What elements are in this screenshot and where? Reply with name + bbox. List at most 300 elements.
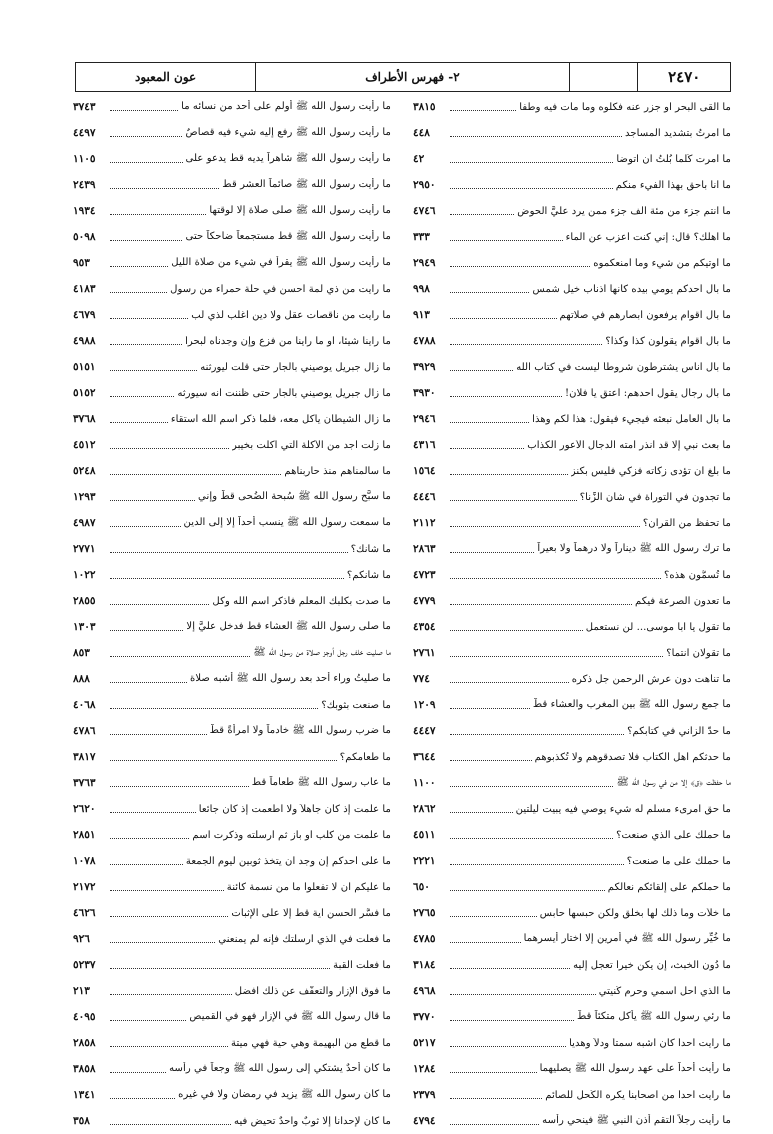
entry-number: ٨٥٣: [73, 647, 90, 659]
index-title: ٢- فهرس الأطراف: [256, 63, 570, 91]
leader-dots: [110, 344, 182, 345]
entry-text: ما رأيت رسول الله ﷺ صلى صلاة إلا لوقتها: [209, 204, 391, 216]
entry-text: ما رأيت رسول الله ﷺ يقرأ في شيء من صلاة الليل: [171, 256, 391, 268]
leader-dots: [110, 656, 250, 657]
entry-text: ما رأيت من ناقصات عقل ولا دين أغلب لذي لُب: [191, 309, 391, 321]
leader-dots: [110, 890, 224, 891]
entry-number: ٤٢: [413, 153, 425, 165]
leader-dots: [110, 786, 249, 787]
leader-dots: [450, 630, 583, 631]
entry-text: ما ضرب رسول الله ﷺ خادماً ولا امرأةً قطُّ: [209, 724, 391, 736]
index-entry: [73, 822, 391, 848]
leader-dots: [110, 110, 178, 111]
leader-dots: [450, 318, 557, 319]
leader-dots: [450, 890, 605, 891]
entry-number: ٢٩٥٠: [413, 179, 436, 191]
entry-number: ١١٠٥: [73, 153, 96, 165]
index-entry: [73, 1108, 391, 1134]
entry-text: ما تُسمُّون هذه؟: [663, 569, 731, 581]
entry-text: ما تحفظ من القرآن؟: [642, 517, 731, 529]
leader-dots: [450, 422, 529, 423]
entry-text: ما أنتم جزء من مئة ألف جزء ممن يرد عليَّ الحوض: [517, 205, 731, 217]
index-entry: [413, 822, 731, 848]
entry-text: ما رأينا شيئاً، أو ما رأينا من فزع وإن وجدناه لبحراً: [185, 335, 391, 347]
entry-text: ما تقول يا أبا موسى... لن نستعمل: [585, 621, 731, 633]
entry-number: ٣٧٦٣: [73, 777, 96, 789]
entry-number: ٨٨٨: [73, 673, 90, 685]
index-entry: [73, 562, 391, 588]
leader-dots: [110, 266, 168, 267]
index-entry: [73, 614, 391, 640]
entry-text: ما حدُّ الزاني في كتابكم؟: [627, 725, 731, 737]
entry-number: ٣٩٢٩: [413, 361, 436, 373]
leader-dots: [450, 500, 577, 501]
leader-dots: [110, 136, 182, 137]
entry-number: ٤٧٨٥: [413, 933, 436, 945]
entry-text: ما بال العامل نبعثه فيجيء فيقول: هذا لكم وهذا: [532, 413, 731, 425]
entry-number: ٢٤٣٩: [73, 179, 96, 191]
entry-number: ٥٢٣٧: [73, 959, 96, 971]
entry-text: ما قطع من البهيمة وهي حية فهي ميتة: [231, 1037, 391, 1049]
index-entry: [413, 302, 731, 328]
entry-number: ٣٨١٥: [413, 101, 436, 113]
index-entry: [413, 640, 731, 666]
entry-number: ٥٠٩٨: [73, 231, 96, 243]
entry-text: ما كان رسول الله ﷺ يزيد في رمضان ولا في غيره: [178, 1088, 391, 1100]
index-entry: [73, 276, 391, 302]
index-entry: [73, 1056, 391, 1082]
leader-dots: [450, 968, 570, 969]
entry-text: ما كان لإحدانا إلا ثوبٌ واحدٌ تحيض فيه: [234, 1115, 391, 1127]
entry-number: ٤٧٧٩: [413, 595, 436, 607]
entry-number: ٢٢٢١: [413, 855, 436, 867]
index-entry: [73, 796, 391, 822]
entry-number: ٤٣٥٤: [413, 621, 436, 633]
index-entry: [73, 536, 391, 562]
leader-dots: [450, 916, 537, 917]
entry-text: ما تعدون الصرعة فيكم: [634, 595, 731, 607]
entry-text: ما رأيت رسول الله ﷺ رفع إليه شيء فيه قصاصٌ: [185, 126, 391, 138]
leader-dots: [450, 292, 529, 293]
index-entry: [413, 744, 731, 770]
index-entry: [413, 1108, 731, 1134]
leader-dots: [450, 838, 613, 839]
entry-text: ما دُون الخبث، إن يكن خيراً تعجل إليه: [573, 959, 731, 971]
entry-text: ما رأيت رسول الله ﷺ قط مستجمعاً ضاحكاً حتى: [185, 230, 391, 242]
index-entry: [73, 666, 391, 692]
index-entry: [73, 354, 391, 380]
leader-dots: [110, 916, 228, 917]
entry-number: ٣٣٣: [413, 231, 430, 243]
entry-text: ما بال أقوام يقولون كذا وكذا؟: [605, 335, 731, 347]
index-entry: [413, 848, 731, 874]
leader-dots: [110, 240, 182, 241]
index-entry: [413, 536, 731, 562]
entry-text: ما طعامكم؟: [339, 751, 391, 763]
entry-text: ما الذي أحل اسمي وحرم كُنيتي: [598, 985, 731, 997]
index-entry: [73, 120, 391, 146]
leader-dots: [110, 188, 219, 189]
index-entry: [413, 926, 731, 952]
entry-number: ١٠٢٢: [73, 569, 96, 581]
entry-number: ٢٨٥٥: [73, 595, 96, 607]
index-entry: [413, 1030, 731, 1056]
leader-dots: [450, 734, 624, 735]
leader-dots: [450, 552, 534, 553]
leader-dots: [110, 682, 187, 683]
index-entry: [73, 1030, 391, 1056]
entry-text: ما أوتيكم من شيء وما أمنعكموه: [593, 257, 731, 269]
entry-number: ٣٥٨: [73, 1115, 90, 1127]
entry-number: ٤٧٨٨: [413, 335, 436, 347]
index-entry: [73, 848, 391, 874]
entry-text: ما تناهت دون عرش الرحمن جل ذكره: [571, 673, 731, 685]
index-entry: [413, 1082, 731, 1108]
leader-dots: [110, 370, 197, 371]
entry-number: ٢٧٦١: [413, 647, 436, 659]
right-column: [413, 94, 731, 1134]
leader-dots: [110, 760, 337, 761]
entry-number: ٣٦٤٤: [413, 751, 436, 763]
entry-number: ٤٧٢٣: [413, 569, 436, 581]
entry-text: ما أُمرت كُلَّما بُلْتُ أن أتوضأ: [616, 153, 731, 165]
index-entry: [413, 874, 731, 900]
entry-number: ٢٧٧١: [73, 543, 96, 555]
leader-dots: [450, 110, 516, 111]
index-entry: [73, 978, 391, 1004]
leader-dots: [110, 968, 330, 969]
leader-dots: [110, 734, 207, 735]
index-entry: [413, 458, 731, 484]
leader-dots: [110, 864, 183, 865]
entry-text: ما على أحدكم إن وجد أن يتخذ ثوبين ليوم الجمعة: [185, 855, 391, 867]
index-entry: [413, 1004, 731, 1030]
entry-text: ما رأيت رجلاً التقم أذن النبي ﷺ فينحي رأسه: [542, 1114, 731, 1126]
entry-number: ٤٤٨: [413, 127, 430, 139]
entry-text: ما رئي رسول الله ﷺ يأكل متكئاً قطُّ: [576, 1010, 731, 1022]
entry-text: ما زال الشيطان يأكل معه، فلما ذكر اسم الله استقاء: [170, 413, 391, 425]
entry-text: ما عاب رسول الله ﷺ طعاماً قط: [251, 776, 391, 788]
leader-dots: [450, 1072, 537, 1073]
entry-number: ٤٩٨٨: [73, 335, 96, 347]
entry-text: ما فعلت في الذي أرسلتك فإنه لم يمنعني: [218, 933, 391, 945]
index-entry: [413, 276, 731, 302]
index-entry: [73, 640, 391, 666]
leader-dots: [450, 1124, 539, 1125]
entry-number: ٩١٣: [413, 309, 430, 321]
index-entry: [73, 770, 391, 796]
entry-number: ٤٠٩٥: [73, 1011, 96, 1023]
entry-text: ما أُمرتُ بتشديد المساجد: [625, 127, 731, 139]
leader-dots: [450, 474, 568, 475]
entry-number: ٣١٨٤: [413, 959, 436, 971]
entry-text: ما صليت خلف رجل أوجز صلاة من رسول الله ﷺ: [253, 646, 391, 658]
entry-number: ١٢٩٣: [73, 491, 96, 503]
leader-dots: [110, 396, 174, 397]
entry-number: ٣٧٦٨: [73, 413, 96, 425]
leader-dots: [450, 682, 569, 683]
leader-dots: [110, 1020, 186, 1021]
leader-dots: [110, 1072, 166, 1073]
page-number: ٢٤٧٠: [668, 68, 701, 86]
index-entry: [73, 718, 391, 744]
entry-number: ٥١٥٢: [73, 387, 96, 399]
entry-text: ما عليكم أن لا تفعلوا ما من نسمة كائنة: [226, 881, 391, 893]
entry-number: ٣٧٧٠: [413, 1011, 436, 1023]
entry-text: ما حملك على الذي صنعت؟: [616, 829, 731, 841]
entry-text: ما ألقى البحر أو جزر عنه فكلوه وما مات فيه وطفا: [519, 101, 731, 113]
entry-text: ما كان أحدٌ يشتكي إلى رسول الله ﷺ وجعاً في رأسه: [169, 1062, 391, 1074]
index-entry: [73, 458, 391, 484]
index-entry: [413, 900, 731, 926]
entry-number: ٤٤٩٧: [73, 127, 96, 139]
entry-number: ٧٧٤: [413, 673, 430, 685]
leader-dots: [110, 1046, 228, 1047]
leader-dots: [450, 344, 602, 345]
entry-text: ما تجدون في التوراة في شأن الزِّنا؟: [579, 491, 731, 503]
leader-dots: [110, 526, 181, 527]
leader-dots: [450, 188, 613, 189]
entry-text: ما بال أناس يشترطون شروطاً ليست في كتاب الله: [516, 361, 731, 373]
entry-text: ما فسَّر الحسن آية قطُّ إلا على الإثبات: [231, 907, 391, 919]
entry-number: ٤٥١١: [413, 829, 436, 841]
leader-dots: [450, 136, 622, 137]
index-entry: [73, 146, 391, 172]
leader-dots: [110, 500, 195, 501]
entry-text: ما بعث نبي إلا قد أنذر أمته الدجال الأعور الكذاب: [527, 439, 731, 451]
index-entry: [73, 874, 391, 900]
entry-number: ١٢٨٤: [413, 1063, 436, 1075]
entry-number: ٣٨٥٨: [73, 1063, 96, 1075]
leader-dots: [450, 162, 613, 163]
entry-text: ما حق امرىء مسلم له شيء يوصي فيه يبيت ليلتين: [515, 803, 731, 815]
entry-number: ٤٤٤٦: [413, 491, 436, 503]
entry-number: ٢٧٦٥: [413, 907, 436, 919]
index-entry: [413, 406, 731, 432]
index-entry: [413, 1056, 731, 1082]
leader-dots: [450, 708, 530, 709]
entry-number: ٢٣٧٩: [413, 1089, 436, 1101]
index-entry: [413, 484, 731, 510]
index-entry: [413, 510, 731, 536]
entry-text: ما فوق الإزار والتعفُّف عن ذلك أفضل: [234, 985, 391, 997]
leader-dots: [110, 942, 215, 943]
entry-number: ٢١٣: [73, 985, 90, 997]
entry-text: ما علمت إذ كان جاهلاً ولا أطعمت إذ كان جائعاً: [198, 803, 391, 815]
entry-number: ٦٥٠: [413, 881, 430, 893]
entry-number: ٢٩٤٩: [413, 257, 436, 269]
index-entry: [73, 302, 391, 328]
index-entry: [413, 354, 731, 380]
index-entry: [413, 94, 731, 120]
entry-text: ما رأيت أحداً من أصحابنا يكره الكُحل للصائم: [545, 1089, 731, 1101]
entry-number: ٤٠٦٨: [73, 699, 96, 711]
entry-text: ما سبَّح رسول الله ﷺ سُبحة الضُحى قطُّ وإني: [198, 490, 391, 502]
entry-text: ما قال رسول الله ﷺ في الإزار فهو في القميص: [189, 1010, 391, 1022]
index-entry: [413, 198, 731, 224]
entry-number: ١٠٧٨: [73, 855, 96, 867]
entry-number: ٤٦٢٦: [73, 907, 96, 919]
entry-number: ٩٢٦: [73, 933, 90, 945]
leader-dots: [450, 370, 513, 371]
index-entry: [73, 588, 391, 614]
entry-number: ٤٣١٦: [413, 439, 436, 451]
entry-text: ما خُيِّر رسول الله ﷺ في أمرين إلا اختار أيسرهما: [523, 932, 731, 944]
entry-number: ٢٨٥١: [73, 829, 96, 841]
leader-dots: [110, 422, 168, 423]
index-entry: [413, 328, 731, 354]
entry-number: ٢٩٤٦: [413, 413, 436, 425]
entry-number: ٤٩٦٨: [413, 985, 436, 997]
index-entry: [73, 952, 391, 978]
leader-dots: [110, 630, 183, 631]
leader-dots: [110, 838, 189, 839]
entry-number: ٥٢١٧: [413, 1037, 436, 1049]
entry-text: ما رأيت من ذي لمة أحسن في حلة حمراء من رسول: [170, 283, 391, 295]
leader-dots: [110, 474, 281, 475]
entry-text: ما بال رجال يقول أحدهم: أعتق يا فلان!: [565, 387, 731, 399]
entry-number: ٤١٨٣: [73, 283, 96, 295]
leader-dots: [450, 214, 514, 215]
entry-number: ٤٥١٢: [73, 439, 96, 451]
entry-number: ١١٠٠: [413, 777, 436, 789]
entry-number: ٥١٥١: [73, 361, 96, 373]
index-entry: [413, 120, 731, 146]
entry-number: ٢١١٢: [413, 517, 436, 529]
entry-text: ما سمعت رسول الله ﷺ ينسب أحداً إلا إلى الدين: [183, 516, 391, 528]
index-entry: [73, 900, 391, 926]
entry-text: ما رأيت رسول الله ﷺ أولم على أحد من نسائه ما: [181, 100, 391, 112]
entry-number: ١٩٣٤: [73, 205, 96, 217]
index-entry: [413, 666, 731, 692]
entry-text: ما علمت من كلب أو باز ثم أرسلته وذكرت اسم: [192, 829, 391, 841]
entry-number: ٢٨٥٨: [73, 1037, 96, 1049]
leader-dots: [110, 708, 318, 709]
index-entry: [73, 484, 391, 510]
entry-number: ٣٩٣٠: [413, 387, 436, 399]
leader-dots: [450, 994, 596, 995]
leader-dots: [110, 1098, 175, 1099]
index-entry: [73, 94, 391, 120]
header-spacer: [570, 63, 639, 91]
index-entry: [413, 614, 731, 640]
index-entry: [413, 692, 731, 718]
leader-dots: [450, 396, 562, 397]
index-entry: [73, 250, 391, 276]
index-entry: [73, 692, 391, 718]
entry-number: ٣٧٤٣: [73, 101, 96, 113]
index-entry: [413, 978, 731, 1004]
index-entry: [73, 1082, 391, 1108]
index-entry: [413, 562, 731, 588]
entry-number: ١٣٠٣: [73, 621, 96, 633]
book-title: عون المعبود: [76, 63, 256, 91]
leader-dots: [450, 526, 640, 527]
entry-text: ما رأيت رسول الله ﷺ شاهراً يديه قط يدعو على: [185, 152, 391, 164]
leader-dots: [450, 864, 624, 865]
entry-text: ما بال أحدكم يومي بيده كأنها أذناب خيل شمس: [532, 283, 731, 295]
entry-text: ما رأيت أحداً على عهد رسول الله ﷺ يصليهما: [539, 1062, 731, 1074]
index-entry: [73, 224, 391, 250]
entry-text: ما حملكم على إلقائكم نعالكم: [607, 881, 731, 893]
index-entry: [413, 952, 731, 978]
index-entry: [413, 380, 731, 406]
leader-dots: [110, 318, 188, 319]
index-entry: [73, 744, 391, 770]
leader-dots: [110, 292, 167, 293]
entry-text: ما صلى رسول الله ﷺ العشاء قط فدخل عليَّ إلا: [186, 620, 391, 632]
leader-dots: [450, 656, 663, 657]
leader-dots: [450, 604, 632, 605]
leader-dots: [450, 1020, 574, 1021]
index-entry: [73, 1004, 391, 1030]
entry-text: ما بال أقوام يرفعون أبصارهم في صلاتهم: [559, 309, 731, 321]
index-entry: [413, 172, 731, 198]
index-entry: [413, 796, 731, 822]
entry-text: ما أهلك؟ قال: إني كنت أعزب عن الماء: [565, 231, 731, 243]
leader-dots: [110, 604, 209, 605]
entry-text: ما أنا بأحق بهذا الفيء منكم: [615, 179, 731, 191]
entry-text: ما صنعت بثوبك؟: [321, 699, 391, 711]
leader-dots: [110, 448, 229, 449]
entry-number: ٤٤٤٧: [413, 725, 436, 737]
entry-number: ٤٩٨٧: [73, 517, 96, 529]
leader-dots: [450, 578, 661, 579]
leader-dots: [450, 760, 532, 761]
entry-number: ٢٨٦٣: [413, 543, 436, 555]
entry-text: ما حفظت ﴿ق﴾ إلا من في رسول الله ﷺ: [616, 776, 731, 788]
entry-number: ٢٦٢٠: [73, 803, 96, 815]
entry-text: ما زلت أجد من الأكلة التي أكلت بخيبر: [231, 439, 391, 451]
leader-dots: [450, 266, 590, 267]
entry-number: ٤٧٩٤: [413, 1115, 436, 1127]
entry-text: ما شأنك؟: [350, 543, 391, 555]
entry-text: ما زال جبريل يوصيني بالجار حتى ظننت أنه سيورثه: [177, 387, 391, 399]
entry-text: ما شأنكم؟: [346, 569, 391, 581]
entry-number: ٤٧٤٦: [413, 205, 436, 217]
index-entry: [73, 380, 391, 406]
entry-number: ٢٨٦٢: [413, 803, 436, 815]
entry-text: ما رأيت رسول الله ﷺ صائماً العشر قط: [222, 178, 391, 190]
index-entry: [73, 432, 391, 458]
index-entry: [73, 510, 391, 536]
leader-dots: [110, 162, 183, 163]
leader-dots: [110, 552, 348, 553]
index-entry: [413, 718, 731, 744]
entry-text: ما صليتُ وراء أحد بعد رسول الله ﷺ أشبه صلاة: [189, 672, 391, 684]
index-entry: [413, 432, 731, 458]
index-entry: [73, 926, 391, 952]
leader-dots: [450, 240, 563, 241]
entry-number: ٤٦٧٩: [73, 309, 96, 321]
index-entry: [413, 146, 731, 172]
leader-dots: [110, 578, 344, 579]
entry-text: ما بلغ أن تؤدى زكاته فزكي فليس بكنز: [570, 465, 731, 477]
entry-text: ما زال جبريل يوصيني بالجار حتى قلت ليورثنه: [200, 361, 391, 373]
entry-text: ما رأيت أحداً كان أشبه سمتاً ودلاً وهدياً: [569, 1037, 731, 1049]
leader-dots: [450, 448, 524, 449]
entry-number: ٥٢٤٨: [73, 465, 96, 477]
leader-dots: [450, 1098, 542, 1099]
leader-dots: [450, 786, 613, 787]
left-column: [73, 94, 391, 1134]
index-entry: [413, 770, 731, 796]
entry-text: ما سالمناهم منذ حاربناهم: [284, 465, 391, 477]
leader-dots: [110, 1124, 231, 1125]
leader-dots: [450, 942, 521, 943]
index-entry: [73, 328, 391, 354]
entry-text: ما جمع رسول الله ﷺ بين المغرب والعشاء قطُّ: [532, 698, 731, 710]
